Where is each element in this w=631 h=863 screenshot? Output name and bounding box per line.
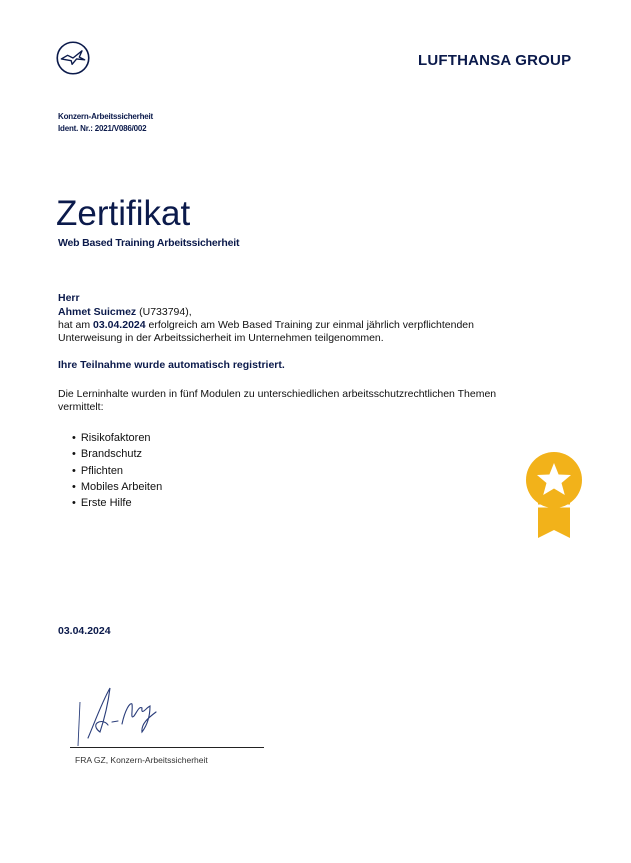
list-item: • Risikofaktoren: [72, 430, 162, 446]
ident-number: Ident. Nr.: 2021/V086/002: [58, 124, 147, 133]
list-item: • Mobiles Arbeiten: [72, 479, 162, 495]
list-item: • Erste Hilfe: [72, 495, 162, 511]
signature-line: [70, 747, 264, 748]
registration-note: Ihre Teilnahme wurde automatisch registriert.: [58, 359, 285, 371]
person-id: U733794),: [142, 306, 192, 318]
certificate-subtitle: Web Based Training Arbeitssicherheit: [58, 237, 240, 249]
modules-intro: Die Lerninhalte wurden in fünf Modulen zu unterschiedlichen arbeitsschutzrechtlichen Themen vermittelt:: [58, 388, 497, 413]
list-item: • Pflichten: [72, 463, 162, 479]
salutation: Herr: [58, 292, 80, 304]
modules-list: [72, 430, 162, 511]
recipient-name: Ahmet Suicmez: [58, 306, 137, 318]
body-line-1: hat am 03.04.2024 erfolgreich am Web Based Training zur einmal jährlich verpflichtenden: [58, 319, 474, 331]
issue-date: 03.04.2024: [58, 625, 111, 637]
completion-date: 03.04.2024: [93, 319, 146, 331]
signature-icon: [70, 680, 170, 750]
list-item: • Brandschutz: [72, 446, 162, 462]
certificate-body: [58, 306, 538, 345]
crane-icon: [55, 40, 91, 76]
recipient-line: [58, 306, 538, 319]
document-header: [58, 111, 153, 135]
department-label: Konzern-Arbeitssicherheit: [58, 112, 154, 121]
id-prefix: (: [136, 306, 143, 318]
body-line-2: Unterweisung in der Arbeitssicherheit im Unternehmen teilgenommen.: [58, 332, 384, 344]
signature-caption: FRA GZ, Konzern-Arbeitssicherheit: [75, 755, 208, 765]
certificate-title: Zertifikat: [56, 194, 191, 233]
brand-name: LUFTHANSA GROUP: [418, 52, 572, 69]
star-badge-icon: [524, 450, 584, 540]
